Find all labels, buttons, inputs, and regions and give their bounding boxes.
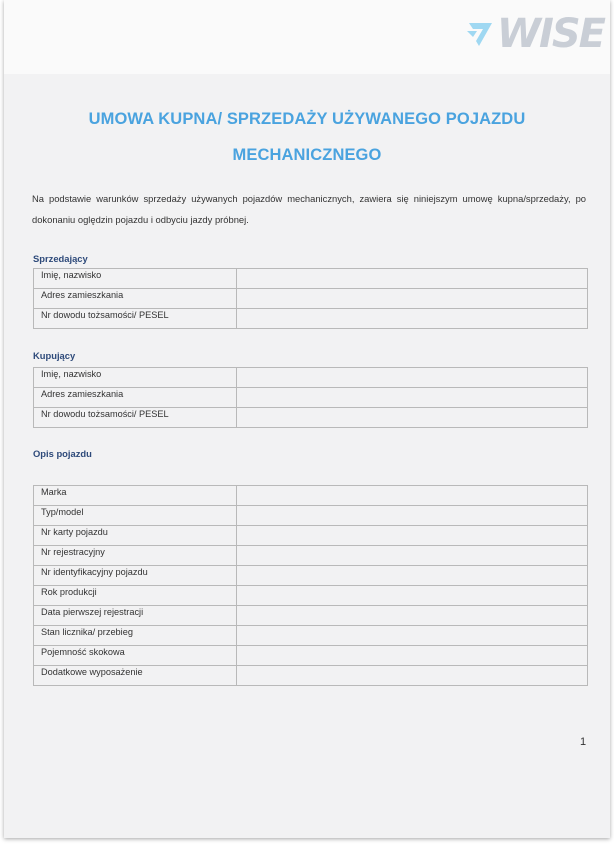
buyer-label-address: Adres zamieszkania [34,388,237,408]
table-row [34,646,588,666]
table-row [34,546,588,566]
seller-label-name: Imię, nazwisko [34,269,237,289]
vehicle-label-equipment: Dodatkowe wyposażenie [34,666,237,686]
vehicle-label-year: Rok produkcji [34,586,237,606]
vehicle-make-field[interactable] [237,486,588,506]
vehicle-label-card: Nr karty pojazdu [34,526,237,546]
buyer-name-field[interactable] [237,368,588,388]
vehicle-label-vin: Nr identyfikacyjny pojazdu [34,566,237,586]
table-row [34,606,588,626]
table-row [34,388,588,408]
vehicle-equipment-field[interactable] [237,666,588,686]
wise-logo [465,12,604,56]
seller-heading: Sprzedający [33,253,88,264]
vehicle-label-registration: Nr rejestracyjny [34,546,237,566]
table-row [34,486,588,506]
vehicle-label-make: Marka [34,486,237,506]
vehicle-vin-field[interactable] [237,566,588,586]
buyer-label-id: Nr dowodu tożsamości/ PESEL [34,408,237,428]
buyer-heading: Kupujący [33,350,76,361]
buyer-label-name: Imię, nazwisko [34,368,237,388]
vehicle-year-field[interactable] [237,586,588,606]
seller-label-id: Nr dowodu tożsamości/ PESEL [34,309,237,329]
page-number: 1 [580,736,587,748]
table-row [34,666,588,686]
table-row [34,368,588,388]
logo-wordmark: WISE [496,11,604,57]
vehicle-card-field[interactable] [237,526,588,546]
table-row [34,506,588,526]
wise-flag-icon [465,19,495,49]
document-title-line-1: UMOWA KUPNA/ SPRZEDAŻY UŻYWANEGO POJAZDU [88,110,526,128]
seller-name-field[interactable] [237,269,588,289]
vehicle-label-model: Typ/model [34,506,237,526]
vehicle-table [33,485,588,686]
vehicle-registration-field[interactable] [237,546,588,566]
table-row [34,566,588,586]
table-row [34,408,588,428]
intro-paragraph: Na podstawie warunków sprzedaży używanych pojazdów mechanicznych, zawiera się niniejszym umowę kupna/sprzedaży, po dokonaniu oględzin pojazdu i odbyciu jazdy próbnej. [32,193,586,225]
document-title-line-2: MECHANICZNEGO [232,146,382,164]
buyer-address-field[interactable] [237,388,588,408]
seller-id-field[interactable] [237,309,588,329]
table-row [34,626,588,646]
vehicle-first-registration-field[interactable] [237,606,588,626]
vehicle-model-field[interactable] [237,506,588,526]
table-row [34,269,588,289]
document-page [4,0,610,838]
table-row [34,586,588,606]
table-row [34,526,588,546]
seller-table [33,268,588,329]
vehicle-mileage-field[interactable] [237,626,588,646]
seller-label-address: Adres zamieszkania [34,289,237,309]
seller-address-field[interactable] [237,289,588,309]
vehicle-label-engine: Pojemność skokowa [34,646,237,666]
vehicle-heading: Opis pojazdu [33,448,92,459]
vehicle-engine-field[interactable] [237,646,588,666]
table-row [34,309,588,329]
table-row [34,289,588,309]
vehicle-label-first-registration: Data pierwszej rejestracji [34,606,237,626]
page-header [4,0,610,74]
buyer-id-field[interactable] [237,408,588,428]
vehicle-label-mileage: Stan licznika/ przebieg [34,626,237,646]
buyer-table [33,367,588,428]
